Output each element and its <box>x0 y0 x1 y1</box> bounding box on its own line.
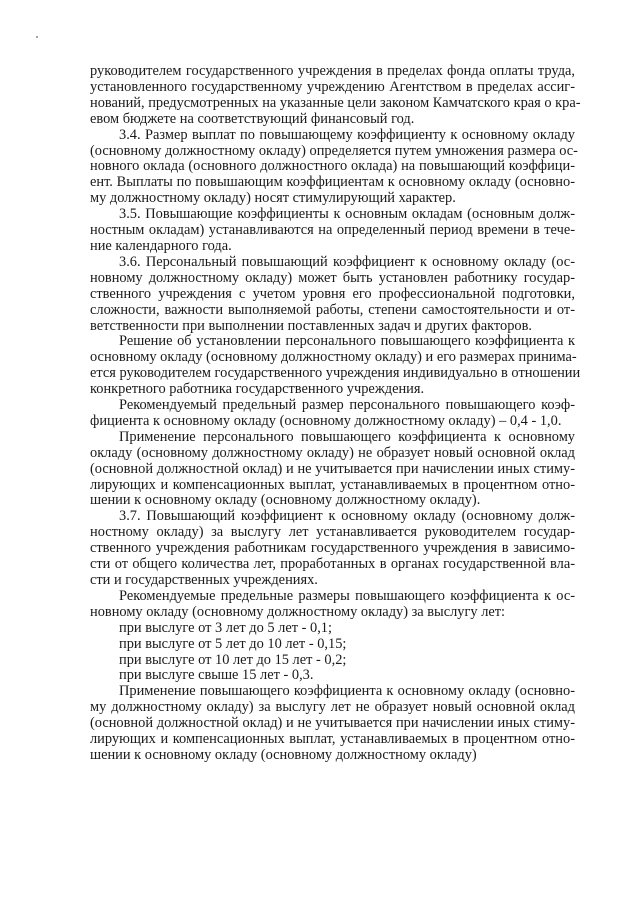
document-body <box>90 63 581 764</box>
text-line: фициента к основному окладу (основному должностному окладу) – 0,4 - 1,0. <box>90 412 562 429</box>
text-line: Рекомендуемый предельный размер персонального повышающего коэф- <box>119 397 575 414</box>
text-line: 3.7. Повышающий коэффициент к основному окладу (основному долж- <box>119 508 575 525</box>
text-line: конкретного работника государственного учреждения. <box>90 381 425 398</box>
text-line: при выслуге от 5 лет до 10 лет - 0,15; <box>119 635 347 652</box>
text-line: основному окладу (основному должностному окладу) и его размерах принима- <box>90 349 577 366</box>
text-line: (основному должностному окладу) определяется путем умножения размера ос- <box>90 142 578 159</box>
text-line: сложности, важности выполняемой работы, степени самостоятельности и от- <box>90 301 575 318</box>
text-line: му должностному окладу) носят стимулирующий характер. <box>90 190 456 207</box>
scan-speck <box>36 36 38 38</box>
text-line: шении к основному окладу (основному должностному окладу). <box>90 492 481 509</box>
text-line: (основной должностной оклад) и не учитывается при начислении иных стиму- <box>90 715 575 732</box>
text-line: лирующих и компенсационных выплат, устанавливаемых в процентном отно- <box>90 476 575 493</box>
text-line: Решение об установлении персонального повышающего коэффициента к <box>119 333 575 350</box>
text-line: сти от общего количества лет, проработанных в органах государственной вла- <box>90 556 575 573</box>
text-line: при выслуге от 3 лет до 5 лет - 0,1; <box>119 619 332 636</box>
text-line: ветственности при выполнении поставленных задач и других факторов. <box>90 317 532 334</box>
text-line: 3.5. Повышающие коэффициенты к основным окладам (основным долж- <box>119 206 575 223</box>
text-line: 3.4. Размер выплат по повышающему коэффициенту к основному окладу <box>119 126 575 143</box>
text-line: ент. Выплаты по повышающим коэффициентам к основному окладу (основно- <box>90 174 575 191</box>
text-line: му должностному окладу) за выслугу лет не образует новый основной оклад <box>90 699 575 716</box>
text-line: лирующих и компенсационных выплат, устанавливаемых в процентном отно- <box>90 731 575 748</box>
text-line: ственного учреждения работникам государственного учреждения в зависимо- <box>90 540 575 557</box>
text-line: Применение персонального повышающего коэффициента к основному <box>119 428 575 445</box>
text-line: ственного учреждения с учетом уровня его профессиональной подготовки, <box>90 285 575 302</box>
text-line: сти и государственных учреждениях. <box>90 572 318 588</box>
text-line: евом бюджете на соответствующий финансовый год. <box>90 110 415 127</box>
text-line: при выслуге от 10 лет до 15 лет - 0,2; <box>119 651 347 668</box>
text-line: (основной должностной оклад) и не учитывается при начислении иных стиму- <box>90 460 575 477</box>
text-line: Рекомендуемые предельные размеры повышающего коэффициента к ос- <box>119 587 575 604</box>
text-line: новному должностному окладу) может быть установлен работнику государ- <box>90 269 575 286</box>
text-line: нований, предусмотренных на указанные цели законом Камчатского края о кра- <box>90 94 581 111</box>
text-line: ностному окладу) за выслугу лет устанавливается руководителем государ- <box>90 524 575 541</box>
text-line: окладу (основному должностному окладу) не образует новый основной оклад <box>90 444 575 461</box>
text-line: ностным окладам) устанавливаются на определенный период времени в тече- <box>90 222 575 239</box>
text-line: шении к основному окладу (основному должностному окладу) <box>90 746 477 763</box>
text-line: Применение повышающего коэффициента к основному окладу (основно- <box>119 683 575 700</box>
text-line: 3.6. Персональный повышающий коэффициент к основному окладу (ос- <box>119 253 575 270</box>
text-line: новного оклада (основного должностного оклада) на повышающий коэффици- <box>90 158 575 175</box>
text-line: установленного государственному учреждению Агентством в пределах ассиг- <box>90 78 575 95</box>
text-line: новному окладу (основному должностному окладу) за выслугу лет: <box>90 603 506 620</box>
text-line: руководителем государственного учреждения в пределах фонда оплаты труда, <box>90 63 575 79</box>
text-line: ется руководителем государственного учреждения индивидуально в отношении <box>90 365 581 382</box>
text-line: при выслуге свыше 15 лет - 0,3. <box>119 667 314 684</box>
text-line: ние календарного года. <box>90 237 232 254</box>
